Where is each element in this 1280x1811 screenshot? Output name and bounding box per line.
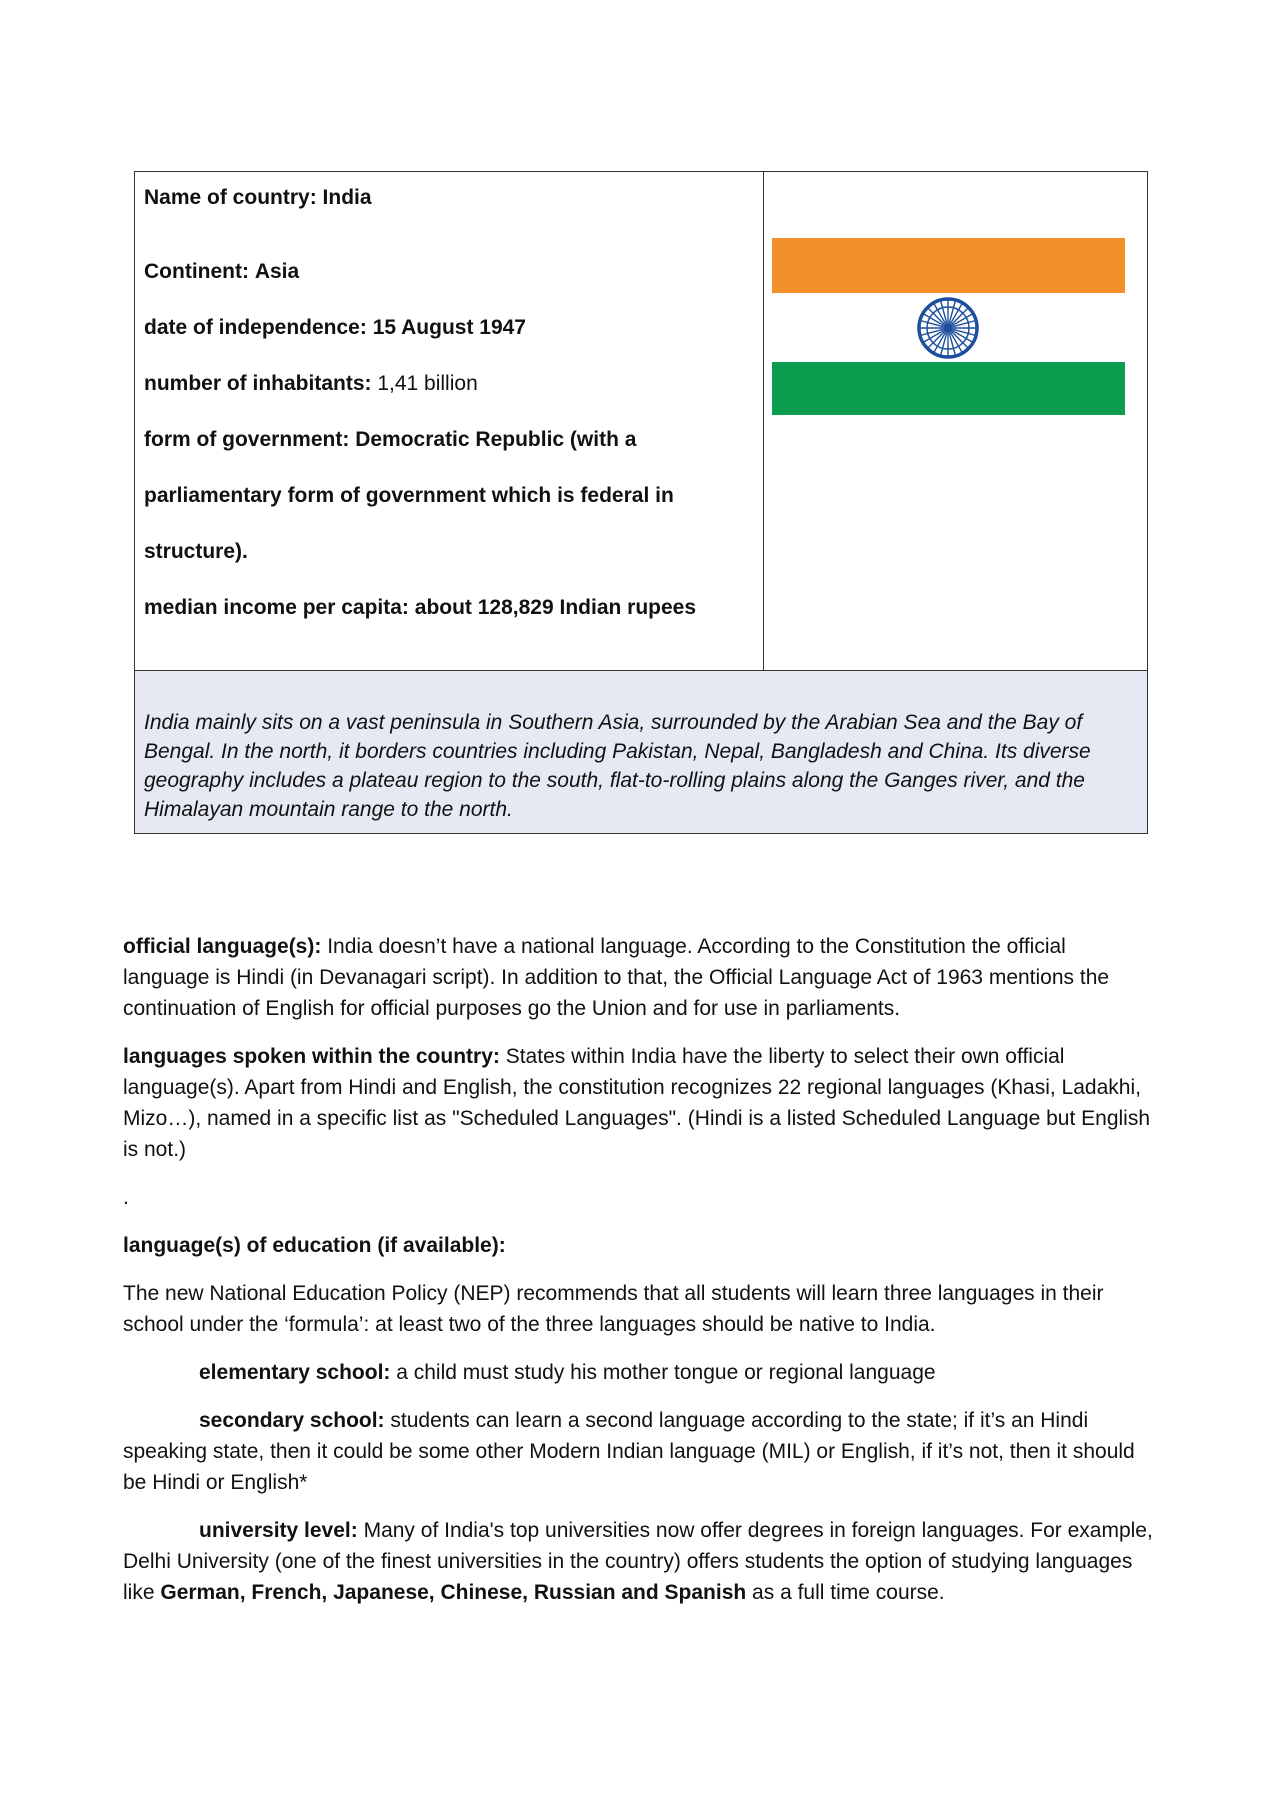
country-name-label: Name of country: [144, 186, 317, 209]
geography-description: India mainly sits on a vast peninsula in Southern Asia, surrounded by the Arabian Sea and the Bay of Bengal. In the north, it borders countries including Pakistan, Nepal, Bangladesh and China. Its diverse geography includes a plateau region to the south, flat-to-rolling plains along the Ganges river, and the Himalayan mountain range to the north. [144, 711, 1091, 821]
elementary-school-paragraph [123, 1357, 1153, 1388]
india-flag-icon [772, 238, 1125, 415]
independence-value: 15 August 1947 [372, 316, 526, 339]
spoken-languages-text: States within India have the liberty to select their own official language(s). Apart from Hindi and English, the constitution recognizes 22 regional languages (Khasi, Ladakhi, Mizo…), named in a specific list as "Scheduled Languages". (Hindi is a listed Scheduled Language but English is not.) [123, 1045, 1151, 1161]
education-intro-paragraph: The new National Education Policy (NEP) recommends that all students will learn three languages in their school under the ‘formula’: at least two of the three languages should be native to India. [123, 1282, 1104, 1336]
university-level-label: university level: [199, 1519, 358, 1542]
continent-line [144, 256, 754, 287]
education-languages-heading: language(s) of education (if available): [123, 1234, 506, 1257]
secondary-school-text: students can learn a second language according to the state; if it’s an Hindi speaking state, then it could be some other Modern Indian language (MIL) or English, if it’s not, then it should be Hindi or English* [123, 1409, 1135, 1494]
inhabitants-line [144, 368, 754, 399]
separator-dot: . [123, 1186, 129, 1209]
elementary-school-label: elementary school: [199, 1361, 391, 1384]
country-name-value: India [322, 186, 372, 209]
secondary-school-label: secondary school: [199, 1409, 385, 1432]
continent-label: Continent: [144, 260, 249, 283]
flag-saffron-stripe [772, 238, 1125, 293]
country-fact-table [134, 171, 1148, 834]
government-value-3: structure). [144, 540, 248, 563]
secondary-school-paragraph [123, 1405, 1153, 1498]
flag-cell [764, 172, 1148, 671]
university-level-paragraph [123, 1515, 1153, 1608]
university-languages-list: German, French, Japanese, Chinese, Russian and Spanish [160, 1581, 747, 1604]
spoken-languages-label: languages spoken within the country: [123, 1045, 500, 1068]
income-label: median income per capita: [144, 596, 409, 619]
ashoka-chakra-icon [916, 296, 980, 360]
language-section [123, 931, 1153, 1625]
official-language-text: India doesn’t have a national language. According to the Constitution the official language is Hindi (in Devanagari script). In addition to that, the Official Language Act of 1963 mentions the continuation of English for official purposes go the Union and for use in parliaments. [123, 935, 1110, 1020]
income-value: about 128,829 Indian rupees [414, 596, 697, 619]
elementary-school-text: a child must study his mother tongue or regional language [390, 1361, 936, 1384]
official-language-label: official language(s): [123, 935, 322, 958]
independence-line [144, 312, 754, 343]
geography-description-cell [135, 671, 1148, 834]
country-name-line [144, 182, 754, 213]
inhabitants-value: 1,41 billion [377, 372, 478, 395]
spoken-languages-paragraph [123, 1041, 1153, 1165]
government-value-1: Democratic Republic (with a [355, 428, 637, 451]
income-line [144, 592, 754, 623]
government-label: form of government: [144, 428, 350, 451]
government-line-1 [144, 424, 754, 455]
facts-cell [135, 172, 764, 671]
university-level-tail: as a full time course. [746, 1581, 945, 1604]
flag-green-stripe [772, 362, 1125, 415]
independence-label: date of independence: [144, 316, 367, 339]
university-level-text: Many of India's top universities now offer degrees in foreign languages. For example, Delhi University (one of the finest universities in the country) offers students the option of studying languages like [123, 1519, 1153, 1604]
official-language-paragraph [123, 931, 1153, 1024]
government-value-2: parliamentary form of government which is federal in [144, 484, 674, 507]
inhabitants-label: number of inhabitants: [144, 372, 372, 395]
continent-value: Asia [254, 260, 300, 283]
